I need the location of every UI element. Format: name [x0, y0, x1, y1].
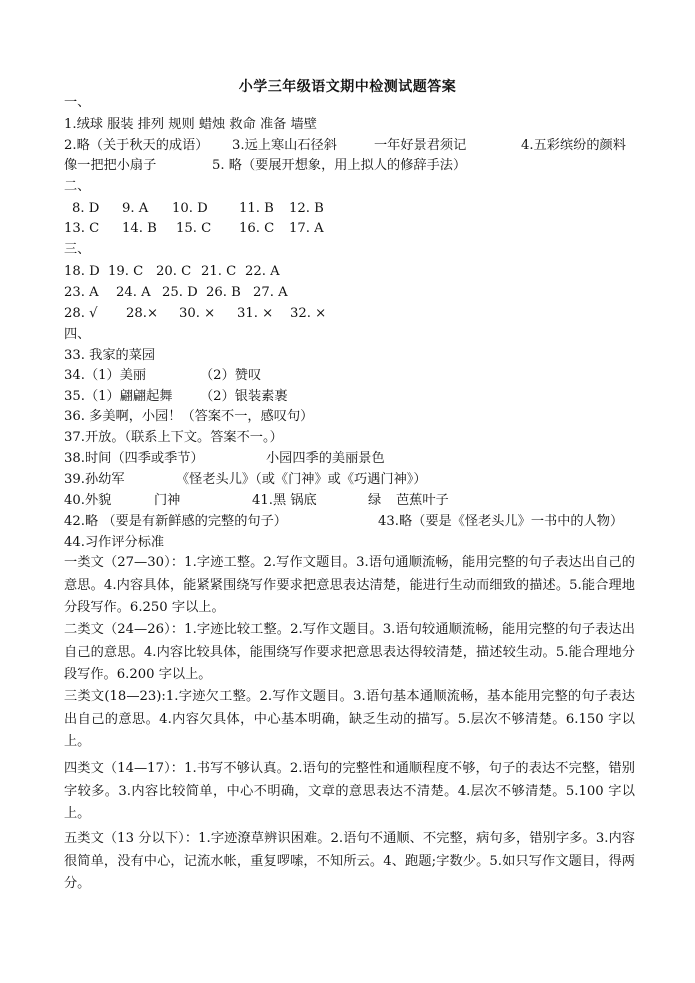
answer-choice: 28.×	[126, 306, 159, 321]
answer-q44-heading: 44.习作评分标准	[64, 535, 165, 550]
answer-choice: 27. A	[253, 285, 288, 300]
answer-choice: 15. C	[176, 221, 212, 236]
answer-choice: 26. B	[206, 285, 241, 300]
answer-q5: 5. 略（要展开想象，用上拟人的修辞手法）	[212, 158, 467, 173]
answer-q37: 37.开放。（联系上下文。答案不一。）	[64, 430, 283, 445]
answer-choice: 11. B	[239, 201, 274, 216]
answer-q38-part2: 小园四季的美丽景色	[266, 451, 385, 466]
answer-choice: 31. ×	[237, 306, 274, 321]
answer-q4-part2: 像一把把小扇子	[64, 158, 157, 173]
answer-q34-part2: （2）赞叹	[200, 368, 262, 383]
section-heading-4: 四、	[64, 327, 91, 342]
grading-class-1: 一类文（27—30）：1.字迹工整。2.写作文题目。3.语句通顺流畅，能用完整的句子表达出自己的意思。4.内容具体，能紧紧围绕写作要求把意思表达清楚，能进行生动而细致的描述。5.能合理地分段写作。6.250 字以上。	[64, 555, 635, 615]
answer-q3-part1: 3.远上寒山石径斜	[232, 138, 337, 153]
answer-q4-part1: 4.五彩缤纷的颜料	[521, 138, 626, 153]
section-heading-1: 一、	[64, 95, 91, 110]
answer-q39-part1: 39.孙幼军	[64, 472, 125, 487]
answer-choice: 9. A	[122, 201, 149, 216]
answer-choice: 16. C	[239, 221, 275, 236]
answer-choice: 10. D	[172, 201, 208, 216]
section-heading-2: 二、	[64, 179, 91, 194]
answer-q42: 42.略 （要是有新鲜感的完整的句子）	[64, 514, 287, 529]
answer-choice: 30. ×	[179, 306, 216, 321]
answer-q36: 36. 多美啊，小园！（答案不一，感叹句）	[64, 409, 314, 424]
answer-choice: 19. C	[108, 264, 144, 279]
answer-choice: 8. D	[72, 201, 100, 216]
answer-choice: 14. B	[122, 221, 157, 236]
answer-choice: 20. C	[156, 264, 192, 279]
grading-class-2: 二类文（24—26）：1.字迹比较工整。2.写作文题目。3.语句较通顺流畅，能用完整的句子表达出自己的意思。4.内容比较具体，能围绕写作要求把意思表达得较清楚，描述较生动。5.能合理地分段写作。6.200 字以上。	[64, 622, 635, 682]
answer-q33: 33. 我家的菜园	[64, 348, 156, 363]
grading-class-3: 三类文(18—23):1.字迹欠工整。2.写作文题目。3.语句基本通顺流畅，基本能用完整的句子表达出自己的意思。4.内容欠具体，中心基本明确，缺乏生动的描写。5.层次不够清楚。6.150 字以上。	[64, 689, 635, 749]
answer-choice: 18. D	[64, 264, 100, 279]
answer-choice: 32. ×	[290, 306, 327, 321]
answer-q35-part2: （2）银装素裹	[200, 389, 288, 404]
answer-q34-part1: 34.（1）美丽	[64, 368, 147, 383]
answer-q2: 2.略（关于秋天的成语）	[64, 138, 209, 153]
answer-choice: 21. C	[201, 264, 237, 279]
answer-choice: 28. √	[64, 306, 98, 321]
answer-choice: 24. A	[116, 285, 151, 300]
answer-q1: 1.绒球 服装 排列 规则 蜡烛 救命 准备 墙壁	[64, 117, 317, 132]
answer-choice: 23. A	[64, 285, 99, 300]
answer-q41-part1: 41.黑 锅底	[252, 493, 317, 508]
answer-q40-part2: 门神	[154, 493, 181, 508]
page-title: 小学三年级语文期中检测试题答案	[238, 79, 457, 95]
answer-q40-part1: 40.外貌	[64, 493, 112, 508]
answer-q35-part1: 35.（1）翩翩起舞	[64, 389, 173, 404]
grading-class-5: 五类文（13 分以下）：1.字迹潦草辨识困难。2.语句不通顺、不完整，病句多，错别字多。3.内容很简单，没有中心，记流水帐，重复啰嗦，不知所云。4、跑题;字数少。5.如只写作文题目，得两分。	[64, 831, 635, 891]
answer-q3-part2: 一年好景君须记	[374, 138, 467, 153]
answer-q41-part2: 绿	[368, 493, 382, 508]
answer-choice: 17. A	[289, 221, 324, 236]
answer-choice: 25. D	[162, 285, 198, 300]
answer-q38-part1: 38.时间（四季或季节）	[64, 451, 204, 466]
answer-choice: 12. B	[289, 201, 324, 216]
answer-choice: 22. A	[245, 264, 280, 279]
answer-q43: 43.略（要是《怪老头儿》一书中的人物）	[378, 514, 624, 529]
answer-q41-part3: 芭蕉叶子	[396, 493, 449, 508]
grading-class-4: 四类文（14—17）：1.书写不够认真。2.语句的完整性和通顺程度不够，句子的表达不完整，错别字较多。3.内容比较简单，中心不明确，文章的意思表达不清楚。4.层次不够清楚。5.100 字以上。	[64, 761, 635, 821]
answer-q39-part2: 《怪老头儿》（或《门神》或《巧遇门神》）	[176, 472, 427, 487]
section-heading-3: 三、	[64, 242, 91, 257]
answer-choice: 13. C	[64, 221, 100, 236]
